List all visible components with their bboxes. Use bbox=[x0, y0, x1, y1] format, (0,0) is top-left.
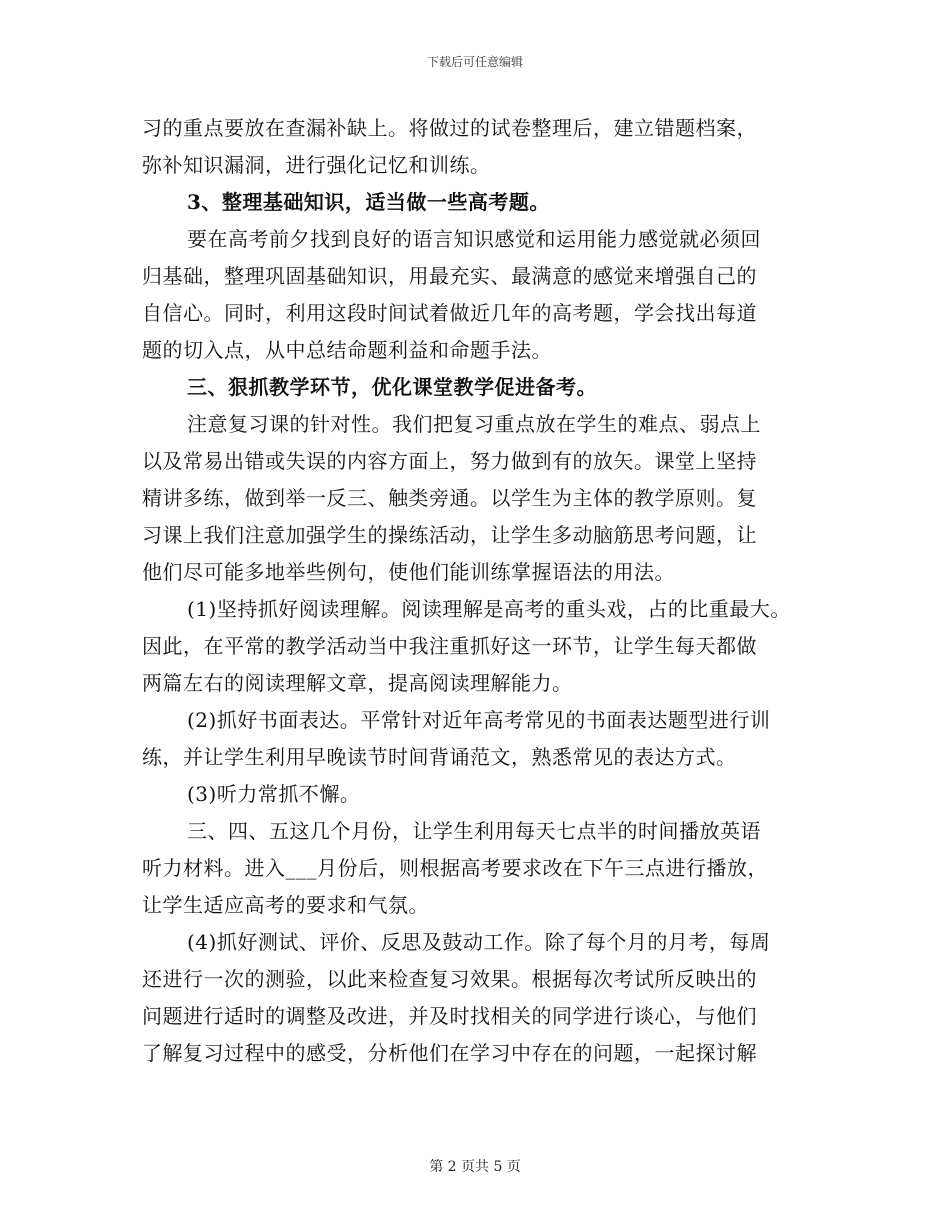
text-line: 他们尽可能多地举些例句，使他们能训练掌握语法的用法。 bbox=[142, 560, 675, 584]
text-line: (1)坚持抓好阅读理解。阅读理解是高考的重头戏，占的比重最大。 bbox=[187, 597, 791, 621]
text-line: 因此，在平常的教学活动当中我注重抓好这一环节，让学生每天都做 bbox=[142, 634, 757, 658]
text-line: 注意复习课的针对性。我们把复习重点放在学生的难点、弱点上 bbox=[187, 412, 761, 436]
text-line: 还进行一次的测验，以此来检查复习效果。根据每次考试所反映出的 bbox=[142, 967, 757, 991]
page-footer: 第 2 页共 5 页 bbox=[429, 1159, 521, 1175]
text-line: 了解复习过程中的感受，分析他们在学习中存在的问题，一起探讨解 bbox=[142, 1041, 757, 1065]
text-line: 听力材料。进入___月份后，则根据高考要求改在下午三点进行播放， bbox=[142, 856, 768, 880]
text-line: (3)听力常抓不懈。 bbox=[187, 782, 361, 806]
page-header: 下载后可任意编辑 bbox=[426, 55, 523, 69]
text-line: 练，并让学生利用早晚读节时间背诵范文，熟悉常见的表达方式。 bbox=[142, 745, 737, 769]
text-line: 精讲多练，做到举一反三、触类旁通。以学生为主体的教学原则。复 bbox=[142, 486, 757, 510]
text-line: 以及常易出错或失误的内容方面上，努力做到有的放矢。课堂上坚持 bbox=[142, 449, 757, 473]
section-heading-line: 3、整理基础知识，适当做一些高考题。 bbox=[187, 190, 550, 214]
section-heading-line: 三、狠抓教学环节，优化课堂教学促进备考。 bbox=[187, 375, 597, 399]
text-line: 让学生适应高考的要求和气氛。 bbox=[142, 893, 429, 917]
text-line: 题的切入点，从中总结命题利益和命题手法。 bbox=[142, 338, 552, 362]
text-line: 弥补知识漏洞，进行强化记忆和训练。 bbox=[142, 153, 491, 177]
text-line: 归基础，整理巩固基础知识，用最充实、最满意的感觉来增强自己的 bbox=[142, 264, 757, 288]
text-line: 要在高考前夕找到良好的语言知识感觉和运用能力感觉就必须回 bbox=[187, 227, 761, 251]
text-line: 两篇左右的阅读理解文章，提高阅读理解能力。 bbox=[142, 671, 573, 695]
text-line: (4)抓好测试、评价、反思及鼓动工作。除了每个月的月考，每周 bbox=[187, 930, 771, 954]
text-line: 自信心。同时，利用这段时间试着做近几年的高考题，学会找出每道 bbox=[142, 301, 757, 325]
text-line: 问题进行适时的调整及改进，并及时找相关的同学进行谈心，与他们 bbox=[142, 1004, 757, 1028]
text-line: 三、四、五这几个月份，让学生利用每天七点半的时间播放英语 bbox=[187, 819, 761, 843]
document-body bbox=[142, 110, 842, 1072]
text-line: (2)抓好书面表达。平常针对近年高考常见的书面表达题型进行训 bbox=[187, 708, 771, 732]
text-line: 习的重点要放在查漏补缺上。将做过的试卷整理后，建立错题档案， bbox=[142, 116, 757, 140]
text-line: 习课上我们注意加强学生的操练活动，让学生多动脑筋思考问题，让 bbox=[142, 523, 757, 547]
